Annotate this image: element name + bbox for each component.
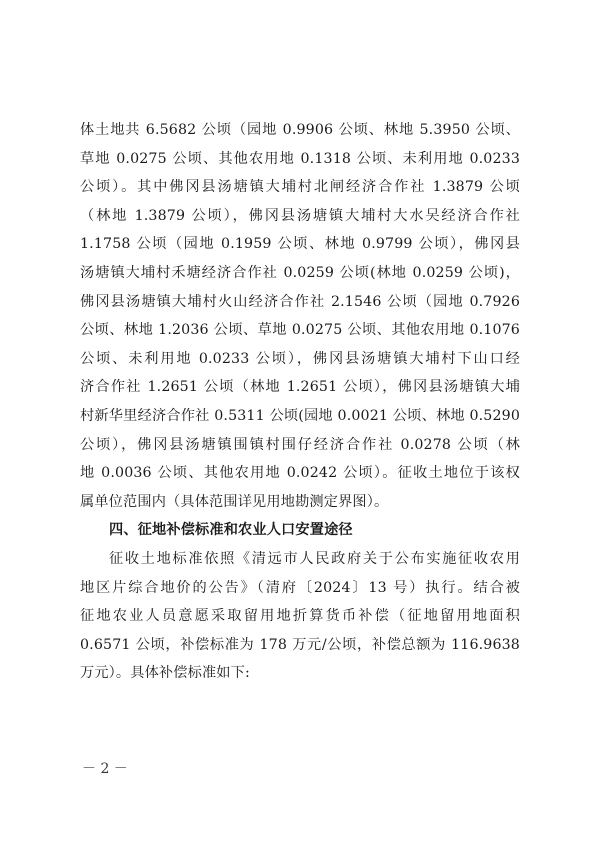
text-line: 万元）。具体补偿标准如下: [80,665,250,682]
text-line: 地 0.0036 公顷、其他农用地 0.0242 公顷）。征收土地位于该权 [80,465,520,482]
page-number: － 2 － [82,761,128,777]
compensation-paragraph [80,545,520,688]
text-line: 村新华里经济合作社 0.5311 公顷(园地 0.0021 公顷、林地 0.5290 [80,407,520,424]
text-line: 属单位范围内（具体范围详见用地勘测定界图）。 [80,493,389,510]
section-heading: 四、征地补偿标准和农业人口安置途径 [109,522,353,539]
text-line: 汤塘镇大埔村禾塘经济合作社 0.0259 公顷(林地 0.0259 公顷)， [80,264,520,281]
text-line: 地区片综合地价的公告》（清府〔2024〕13 号）执行。结合被 [80,579,520,596]
text-line: 征收土地标准依照《清远市人民政府关于公布实施征收农用 [109,550,520,567]
text-line: 征地农业人员意愿采取留用地折算货币补偿（征地留用地面积 [80,608,520,625]
text-line: 公顷、未利用地 0.0233 公顷），佛冈县汤塘镇大埔村下山口经 [80,350,520,367]
text-line: （林地 1.3879 公顷），佛冈县汤塘镇大埔村大水㕦经济合作社 [80,207,520,224]
text-line: 草地 0.0275 公顷、其他农用地 0.1318 公顷、未利用地 0.0233 [80,150,520,167]
land-area-paragraph [80,116,520,516]
text-line: 公顷），佛冈县汤塘镇围镇村围仔经济合作社 0.0278 公顷（林 [80,436,520,453]
text-line: 0.6571 公顷，补偿标准为 178 万元/公顷，补偿总额为 116.9638 [80,636,520,653]
text-line: 体土地共 6.5682 公顷（园地 0.9906 公顷、林地 5.3950 公顷、 [80,122,520,138]
document-body [80,116,520,688]
text-line: 公顷、林地 1.2036 公顷、草地 0.0275 公顷、其他农用地 0.1076 [80,322,520,339]
text-line: 济合作社 1.2651 公顷（林地 1.2651 公顷），佛冈县汤塘镇大埔 [80,379,520,396]
text-line: 佛冈县汤塘镇大埔村火山经济合作社 2.1546 公顷（园地 0.7926 [80,293,520,310]
text-line: 公顷）。其中佛冈县汤塘镇大埔村北闸经济合作社 1.3879 公顷 [80,179,520,196]
text-line: 1.1758 公顷（园地 0.1959 公顷、林地 0.9799 公顷），佛冈县 [80,236,520,253]
